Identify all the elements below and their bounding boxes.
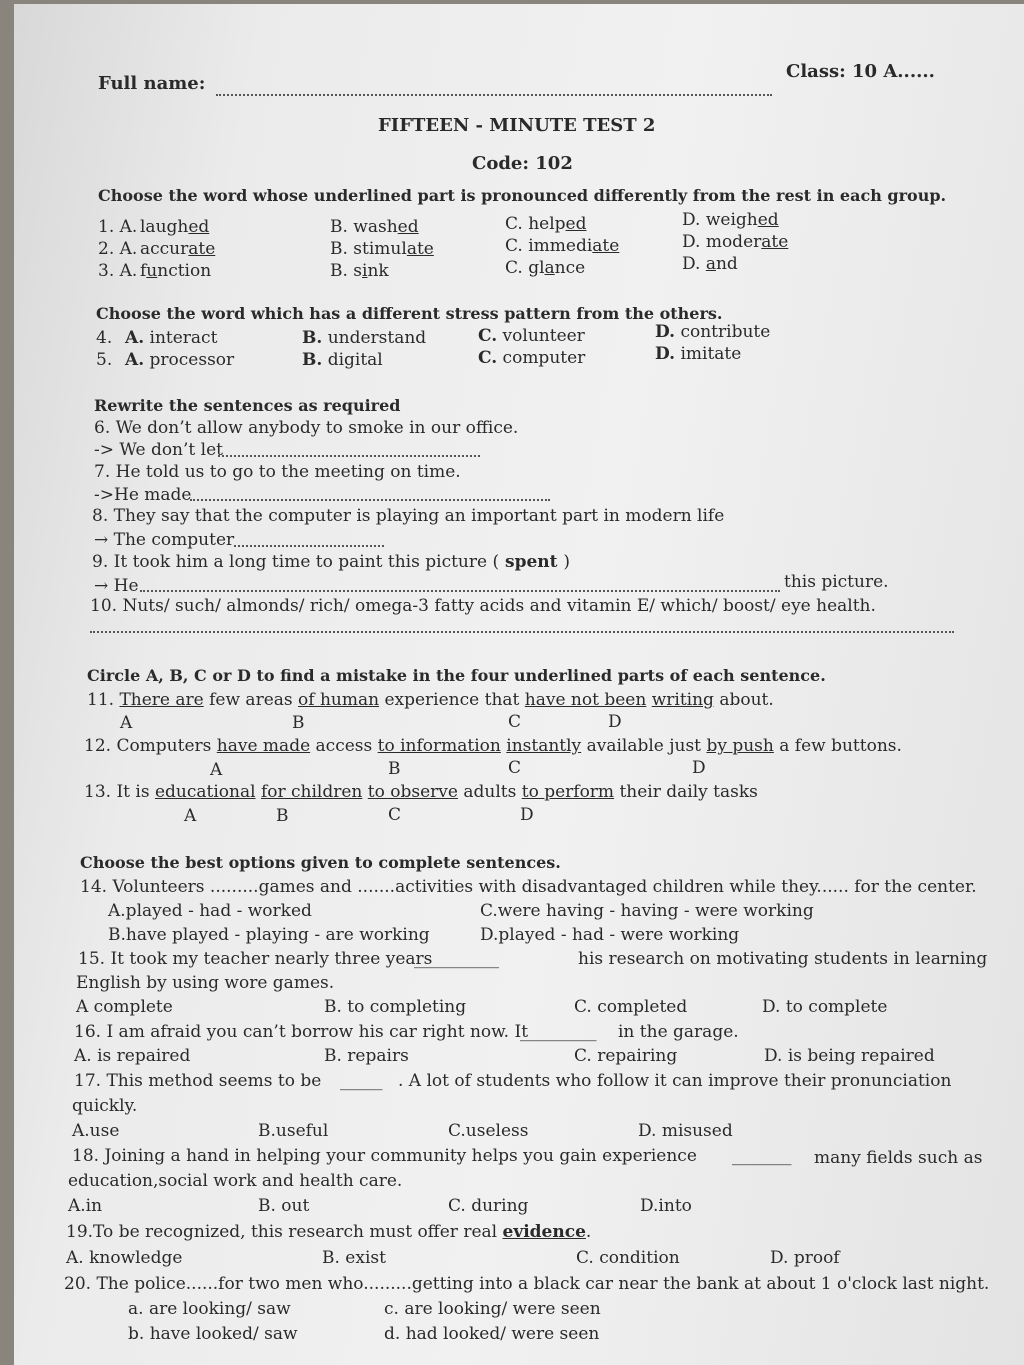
- section5-heading: Choose the best options given to complete sentences.: [80, 853, 561, 872]
- q20-option-c[interactable]: c. are looking/ were seen: [384, 1299, 601, 1319]
- q19-option-c[interactable]: C. condition: [576, 1248, 680, 1268]
- q12-sentence: 12. Computers have made access to information instantly available just by push a few buttons.: [84, 736, 902, 756]
- q13-letter-b[interactable]: B: [276, 806, 289, 826]
- q5-option-c: C. computer: [478, 348, 586, 368]
- q17-text-end: . A lot of students who follow it can improve their pronunciation: [398, 1071, 952, 1091]
- q16-option-c[interactable]: C. repairing: [574, 1046, 678, 1066]
- q18-option-b[interactable]: B. out: [258, 1196, 310, 1216]
- q15-option-b[interactable]: B. to completing: [324, 997, 467, 1017]
- q3-option-d: D. and: [682, 254, 738, 274]
- q2-option-c: C. immediate: [505, 236, 620, 256]
- q20-option-a[interactable]: a. are looking/ saw: [128, 1299, 291, 1319]
- q18-option-c[interactable]: C. during: [448, 1196, 529, 1216]
- q13-letter-c[interactable]: C: [388, 805, 402, 825]
- q14-option-b[interactable]: B.have played - playing - are working: [108, 925, 430, 945]
- q18-option-d[interactable]: D.into: [640, 1196, 692, 1216]
- q15-option-c[interactable]: C. completed: [574, 997, 688, 1017]
- q7-answer-prompt: ->He made: [94, 485, 192, 505]
- q7-answer-blank[interactable]: [190, 499, 550, 501]
- q3-option-c: C. glance: [505, 258, 586, 278]
- q17-option-d[interactable]: D. misused: [638, 1121, 733, 1141]
- q9-answer-prompt: → He: [94, 576, 139, 596]
- q5-option-b: B. digital: [302, 350, 383, 370]
- q17-option-a[interactable]: A.use: [72, 1121, 120, 1141]
- q14-option-d[interactable]: D.played - had - were working: [480, 925, 740, 945]
- q6-answer-prompt: -> We don’t let: [94, 440, 223, 460]
- q18-text: 18. Joining a hand in helping your community helps you gain experience: [72, 1146, 697, 1166]
- q8-text: 8. They say that the computer is playing an important part in modern life: [92, 506, 725, 526]
- q16-text-end: in the garage.: [618, 1022, 739, 1042]
- q5-option-a: A. processor: [125, 350, 235, 370]
- q14-option-c[interactable]: C.were having - having - were working: [480, 901, 814, 921]
- q3-number: 3. A.: [98, 261, 138, 281]
- q5-option-d: D. imitate: [655, 344, 742, 364]
- q11-letter-b[interactable]: B: [292, 713, 305, 733]
- q6-text: 6. We don’t allow anybody to smoke in our office.: [94, 418, 519, 438]
- q11-sentence: 11. There are few areas of human experience that have not been writing about.: [87, 690, 774, 710]
- q3-option-a: function: [140, 261, 212, 281]
- section2-heading: Choose the word which has a different stress pattern from the others.: [96, 304, 723, 323]
- q9-answer-end: this picture.: [784, 572, 889, 592]
- q1-number: 1. A.: [98, 217, 138, 237]
- q15-option-a[interactable]: A complete: [76, 997, 173, 1017]
- q11-letter-a[interactable]: A: [120, 713, 133, 733]
- q18-text-cont: education,social work and health care.: [68, 1171, 403, 1191]
- q2-option-a: accurate: [140, 239, 216, 259]
- q17-text: 17. This method seems to be: [74, 1071, 322, 1091]
- q17-blank[interactable]: _____: [340, 1071, 383, 1091]
- full-name-blank[interactable]: [216, 94, 772, 96]
- q12-letter-d[interactable]: D: [692, 758, 706, 778]
- q16-option-b[interactable]: B. repairs: [324, 1046, 409, 1066]
- q13-letter-a[interactable]: A: [184, 806, 197, 826]
- q19-option-d[interactable]: D. proof: [770, 1248, 840, 1268]
- q15-blank[interactable]: __________: [414, 949, 499, 969]
- q4-option-c: C. volunteer: [478, 326, 585, 346]
- section4-heading: Circle A, B, C or D to find a mistake in the four underlined parts of each sentence.: [87, 666, 826, 685]
- q17-option-b[interactable]: B.useful: [258, 1121, 329, 1141]
- q7-text: 7. He told us to go to the meeting on time.: [94, 462, 461, 482]
- q10-answer-blank[interactable]: [90, 631, 954, 633]
- q16-blank[interactable]: _________: [520, 1022, 597, 1042]
- q6-answer-blank[interactable]: [218, 455, 480, 457]
- q5-number: 5.: [96, 350, 113, 370]
- q13-sentence: 13. It is educational for children to observe adults to perform their daily tasks: [84, 782, 758, 802]
- q13-letter-d[interactable]: D: [520, 805, 534, 825]
- q20-text: 20. The police......for two men who.........getting into a black car near the bank at about 1 o'clock last night.: [64, 1274, 990, 1294]
- q19-option-b[interactable]: B. exist: [322, 1248, 386, 1268]
- q9-text: 9. It took him a long time to paint this picture ( spent ): [92, 552, 571, 572]
- q4-number: 4.: [96, 328, 113, 348]
- q4-option-b: B. understand: [302, 328, 427, 348]
- q1-option-b: B. washed: [330, 217, 419, 237]
- q15-option-d[interactable]: D. to complete: [762, 997, 888, 1017]
- q17-text-cont: quickly.: [72, 1096, 138, 1116]
- section1-heading: Choose the word whose underlined part is pronounced differently from the rest in each group.: [98, 186, 947, 205]
- q14-option-a[interactable]: A.played - had - worked: [108, 901, 312, 921]
- q19-option-a[interactable]: A. knowledge: [66, 1248, 183, 1268]
- q4-option-a: A. interact: [125, 328, 218, 348]
- q10-text: 10. Nuts/ such/ almonds/ rich/ omega-3 fatty acids and vitamin E/ which/ boost/ eye health.: [90, 596, 876, 616]
- q19-text: 19.To be recognized, this research must offer real evidence.: [66, 1222, 592, 1242]
- q11-letter-d[interactable]: D: [608, 712, 622, 732]
- q2-option-d: D. moderate: [682, 232, 789, 252]
- q11-letter-c[interactable]: C: [508, 712, 522, 732]
- q2-option-b: B. stimulate: [330, 239, 434, 259]
- q16-option-d[interactable]: D. is being repaired: [764, 1046, 935, 1066]
- q2-number: 2. A.: [98, 239, 138, 259]
- page-title: FIFTEEN - MINUTE TEST 2: [378, 115, 656, 136]
- q20-option-d[interactable]: d. had looked/ were seen: [384, 1324, 600, 1344]
- q9-answer-blank[interactable]: [140, 590, 780, 592]
- q1-option-a: laughed: [140, 217, 210, 237]
- q15-text: 15. It took my teacher nearly three years: [78, 949, 433, 969]
- q18-text-end: many fields such as: [814, 1148, 983, 1168]
- q12-letter-b[interactable]: B: [388, 759, 401, 779]
- q8-answer-prompt: → The computer: [94, 530, 235, 550]
- q15-text-end: his research on motivating students in learning: [578, 949, 988, 969]
- full-name-label: Full name:: [98, 73, 206, 94]
- q3-option-b: B. sink: [330, 261, 389, 281]
- test-code: Code: 102: [472, 153, 573, 174]
- q1-option-c: C. helped: [505, 214, 587, 234]
- q4-option-d: D. contribute: [655, 322, 771, 342]
- q16-text: 16. I am afraid you can’t borrow his car right now. It: [74, 1022, 529, 1042]
- q20-option-b[interactable]: b. have looked/ saw: [128, 1324, 298, 1344]
- q17-option-c[interactable]: C.useless: [448, 1121, 529, 1141]
- section3-heading: Rewrite the sentences as required: [94, 396, 401, 415]
- q18-option-a[interactable]: A.in: [68, 1196, 103, 1216]
- q12-letter-c[interactable]: C: [508, 758, 522, 778]
- q8-answer-blank[interactable]: [234, 545, 384, 547]
- q12-letter-a[interactable]: A: [210, 760, 223, 780]
- q15-text-cont: English by using wore games.: [76, 973, 335, 993]
- q16-option-a[interactable]: A. is repaired: [74, 1046, 191, 1066]
- class-label: Class: 10 A......: [786, 61, 935, 82]
- q1-option-d: D. weighed: [682, 210, 779, 230]
- q14-text: 14. Volunteers .........games and .......activities with disadvantaged children while they...... for the center.: [80, 877, 977, 897]
- q18-blank[interactable]: _______: [732, 1146, 792, 1166]
